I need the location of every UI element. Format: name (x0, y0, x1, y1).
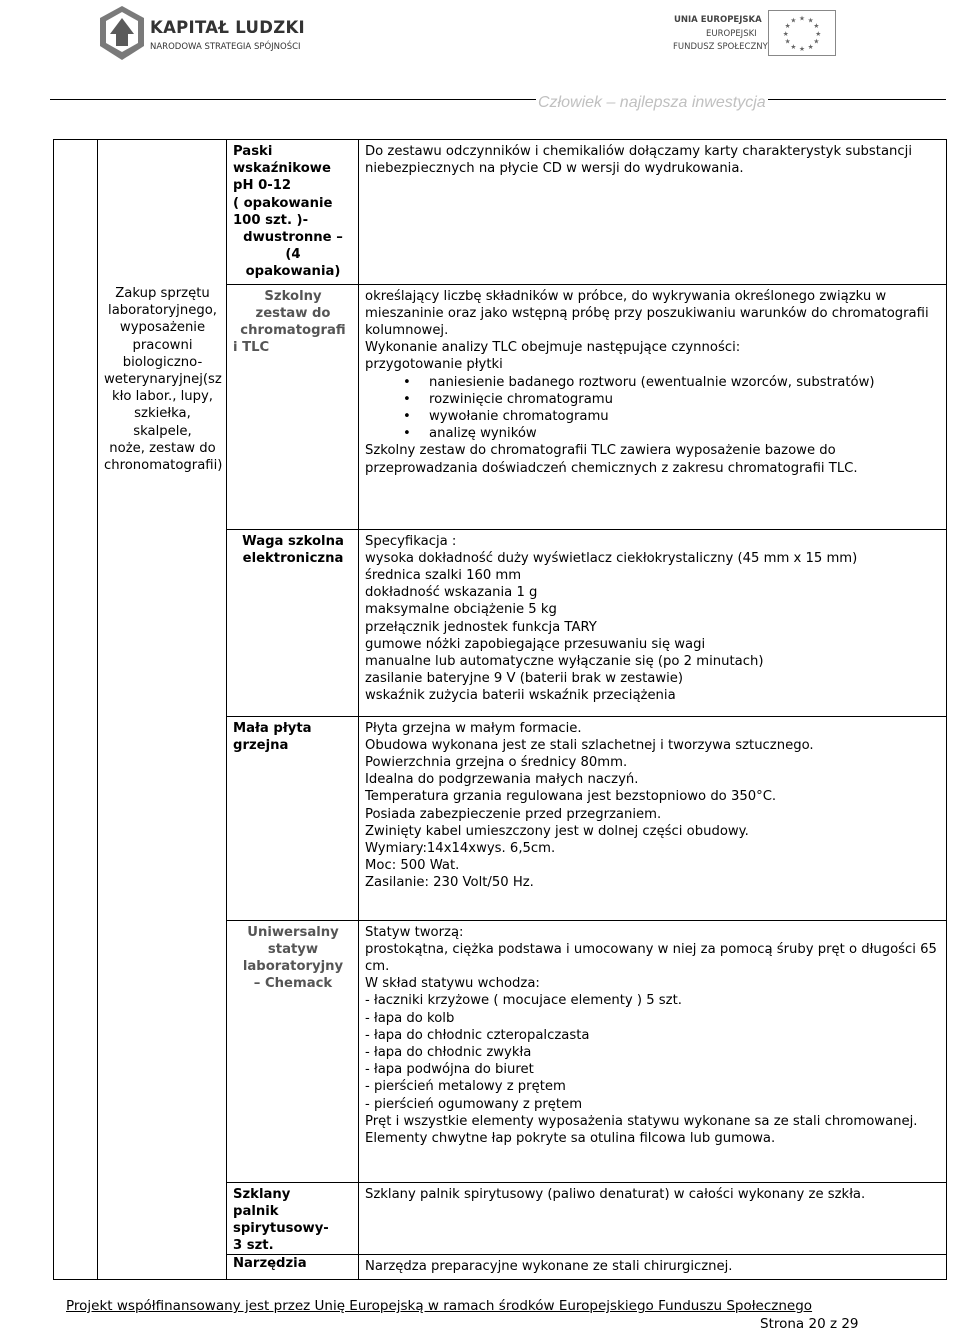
category-line: laboratoryjnego, (108, 303, 217, 319)
category-line: kło labor., lupy, (111, 389, 213, 405)
bullet-list (365, 374, 941, 443)
kapital-ludzki-emblem-icon (98, 4, 146, 62)
table-row (54, 140, 947, 285)
svg-text:★: ★ (813, 22, 820, 31)
svg-text:★: ★ (790, 43, 797, 52)
logo-left-subtitle: NARODOWA STRATEGIA SPÓJNOŚCI (150, 42, 301, 52)
item-description-cell (359, 284, 947, 529)
item-description-cell: Płyta grzejna w małym formacie. Obudowa wykonana jest ze stali szlachetnej i tworzywa sztucznego. Powierzchnia grzejna o średnicy 80mm. Idealna do podgrzewania małych naczyń. Temperatura grzania regulowana jest bezstopniowo do 350°C. Posiada zabezpieczenie przed przegrzaniem. Zwinięty kabel umieszczony jest w dolnej części obudowy. Wymiary:14x14xwys. 6,5cm. Moc: 500 Wat. Zasilanie: 230 Volt/50 Hz. (359, 716, 947, 920)
logo-left-title: KAPITAŁ LUDZKI (150, 18, 305, 37)
category-line: pracowni (132, 337, 193, 353)
svg-text:★: ★ (807, 43, 814, 52)
svg-text:★: ★ (813, 37, 820, 46)
logo-right-line3: FUNDUSZ SPOŁECZNY (673, 42, 768, 52)
item-name-cell: Mała płyta grzejna (227, 716, 359, 920)
table-cell-empty (54, 140, 98, 1280)
category-line: noże, zestaw do (109, 440, 216, 456)
list-item: • wywołanie chromatogramu (403, 408, 941, 425)
header-rule (50, 99, 946, 100)
item-description-cell (359, 140, 947, 285)
description-text: Szkolny zestaw do chromatografii TLC zawiera wyposażenie bazowe do przeprowadzania doświadczeń chemicznych z zakresu chromatografii TLC. (365, 443, 858, 476)
category-line: Zakup sprzętu (115, 286, 210, 301)
svg-text:★: ★ (790, 16, 797, 25)
logo-right-line1: UNIA EUROPEJSKA (674, 15, 762, 25)
svg-text:★: ★ (784, 37, 791, 46)
description-text: przygotowanie płytki (365, 357, 503, 373)
logo-right-line2: EUROPEJSKI (706, 29, 757, 39)
svg-text:★: ★ (799, 14, 805, 23)
item-description-cell: Statyw tworzą: prostokątna, ciężka podstawa i umocowany w niej za pomocą śruby pręt o długości 65 cm. W skład statywu wchodza: - łaczniki krzyżowe ( mocujace elementy ) 5 szt. - łapa do kolb - łapa do chłodnic czteropalczasta - łapa do chłodnic zwykła - łapa podwójna do biuret - pierścień metalowy z prętem - pierścień ogumowany z prętem Pręt i wszystkie elementy wyposażenia statywu wykonane sa ze stali chromowanej. Elementy chwytne łap pokryte sa otulina filcowa lub gumowa. (359, 920, 947, 1182)
svg-text:★: ★ (815, 29, 822, 38)
item-name-cell: Szkolny zestaw do chromatografi i TLC (227, 284, 359, 529)
list-item: • naniesienie badanego roztworu (ewentualnie wzorców, substratów) (403, 374, 941, 391)
svg-text:★: ★ (782, 29, 789, 38)
eu-flag-icon (768, 10, 836, 56)
category-line: biologiczno- (122, 354, 203, 370)
description-text: Do zestawu odczynników i chemikaliów dołączamy karty charakterystyk substancji niebezpiecznych na płycie CD w wersji do wydrukowania. (365, 144, 912, 177)
eu-logo (618, 10, 868, 60)
category-line: chronomatografii) (104, 458, 223, 474)
category-line: wyposażenie (119, 320, 206, 336)
list-item: • rozwinięcie chromatogramu (403, 391, 941, 408)
item-name-cell: Waga szkolna elektroniczna (227, 529, 359, 716)
item-name-cell: Szklany palnik spirytusowy- 3 szt. (227, 1182, 359, 1255)
kapital-ludzki-logo (98, 4, 305, 62)
svg-text:★: ★ (807, 16, 814, 25)
item-description-cell: Szklany palnik spirytusowy (paliwo denaturat) w całości wykonany ze szkła. (359, 1182, 947, 1255)
description-text: określający liczbę składników w próbce, do wykrywania określonego związku w mieszaninie oraz jako wstępną próbę przy poszukiwaniu warunków do chromatografii kolumnowej. (365, 288, 929, 339)
header-motto: Człowiek – najlepsza inwestycja (538, 94, 766, 111)
item-description-cell: Narzędza preparacyjne wykonane ze stali chirurgicznej. (359, 1255, 947, 1279)
equipment-table (53, 139, 947, 1280)
item-name-cell: Paski wskaźnikowe pH 0-12 ( opakowanie 100 szt. )- dwustronne – (4 opakowania) (227, 140, 359, 285)
svg-text:★: ★ (799, 45, 805, 54)
description-text: Wykonanie analizy TLC obejmuje następujące czynności: (365, 340, 741, 356)
category-cell (98, 140, 227, 1280)
category-line: weterynaryjnej(sz (104, 372, 222, 388)
page-number: Strona 20 z 29 (760, 1316, 859, 1332)
category-line: szkiełka, skalpele, (133, 406, 192, 439)
item-name-cell: Uniwersalny statyw laboratoryjny – Chemack (227, 920, 359, 1182)
item-name-cell: Narzędzia (227, 1255, 359, 1279)
item-description-cell: Specyfikacja : wysoka dokładność duży wyświetlacz ciekłokrystaliczny (45 mm x 15 mm) średnica szalki 160 mm dokładność wskazania 1 g maksymalne obciążenie 5 kg przełącznik jednostek funkcja TARY gumowe nóżki zapobiegające przesuwaniu się wagi manualne lub automatyczne wyłączanie się (po 2 minutach) zasilanie bateryjne 9 V (baterii brak w zestawie) wskaźnik zużycia baterii wskaźnik przeciążenia (359, 529, 947, 716)
list-item: • analizę wyników (403, 425, 941, 442)
svg-text:★: ★ (784, 22, 791, 31)
footer-text: Projekt współfinansowany jest przez Unię Europejską w ramach środków Europejskiego Funduszu Społecznego (66, 1298, 813, 1314)
